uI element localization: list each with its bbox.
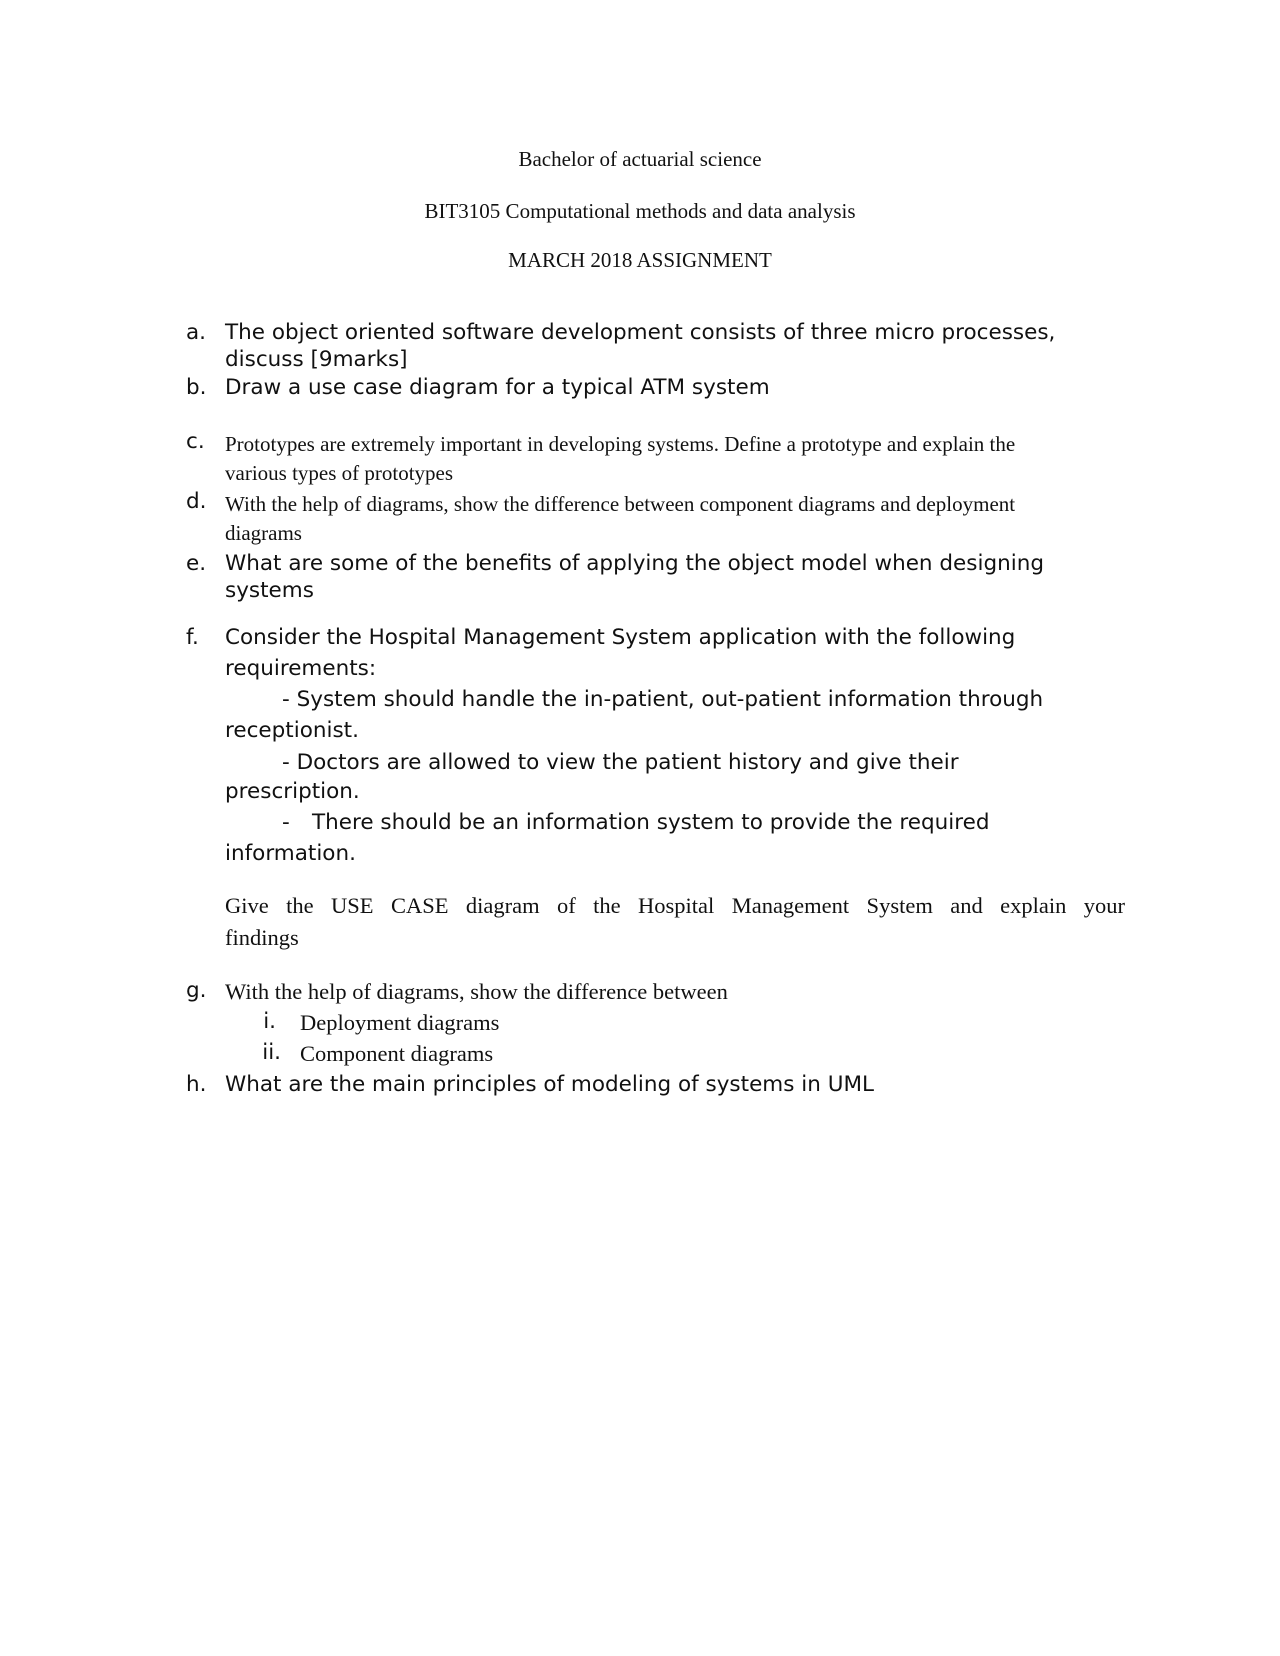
sub-item-i-text: Deployment diagrams <box>300 1010 500 1035</box>
course-title: BIT3105 Computational methods and data analysis <box>424 199 856 223</box>
question-f-marker: f. <box>186 625 199 650</box>
question-f-line2: requirements: <box>225 656 377 681</box>
question-f-instruction-line1: Give the USE CASE diagram of the Hospital Management System and explain your <box>225 893 1125 918</box>
requirement-1-line1: - System should handle the in-patient, out-patient information through <box>282 687 1044 712</box>
question-e-line1: What are some of the benefits of applying the object model when designing <box>225 551 1044 576</box>
question-b-marker: b. <box>186 375 207 400</box>
sub-item-ii-text: Component diagrams <box>300 1041 494 1066</box>
question-f-line1: Consider the Hospital Management System application with the following <box>225 625 1016 650</box>
question-f-instruction-line2: findings <box>225 925 299 950</box>
program-title: Bachelor of actuarial science <box>518 147 762 171</box>
question-g-line1: With the help of diagrams, show the difference between <box>225 979 728 1004</box>
question-c-line1: Prototypes are extremely important in developing systems. Define a prototype and explain the <box>225 432 1016 456</box>
sub-item-i-marker: i. <box>263 1009 276 1034</box>
question-g-marker: g. <box>186 978 207 1003</box>
question-a-line2: discuss [9marks] <box>225 347 408 372</box>
question-h-marker: h. <box>186 1072 207 1097</box>
requirement-3-dash: - <box>282 810 290 835</box>
question-h-line1: What are the main principles of modeling of systems in UML <box>225 1072 874 1097</box>
question-d-line2: diagrams <box>225 521 302 545</box>
question-c-marker: c. <box>186 429 205 454</box>
question-a-line1: The object oriented software development consists of three micro processes, <box>225 320 1056 345</box>
question-d-line1: With the help of diagrams, show the difference between component diagrams and deployment <box>225 492 1016 516</box>
requirement-2-line1: - Doctors are allowed to view the patient history and give their <box>282 750 959 775</box>
question-a-marker: a. <box>186 320 207 345</box>
question-d-marker: d. <box>186 489 207 514</box>
question-e-line2: systems <box>225 578 314 603</box>
question-e-marker: e. <box>186 551 207 576</box>
requirement-3-line2: information. <box>225 841 356 866</box>
requirement-1-line2: receptionist. <box>225 718 359 743</box>
assignment-title: MARCH 2018 ASSIGNMENT <box>508 248 772 272</box>
question-b-line1: Draw a use case diagram for a typical ATM system <box>225 375 770 400</box>
question-c-line2: various types of prototypes <box>225 461 454 485</box>
sub-item-ii-marker: ii. <box>262 1040 281 1065</box>
requirement-3-line1: There should be an information system to provide the required <box>312 810 990 835</box>
requirement-2-line2: prescription. <box>225 779 360 804</box>
